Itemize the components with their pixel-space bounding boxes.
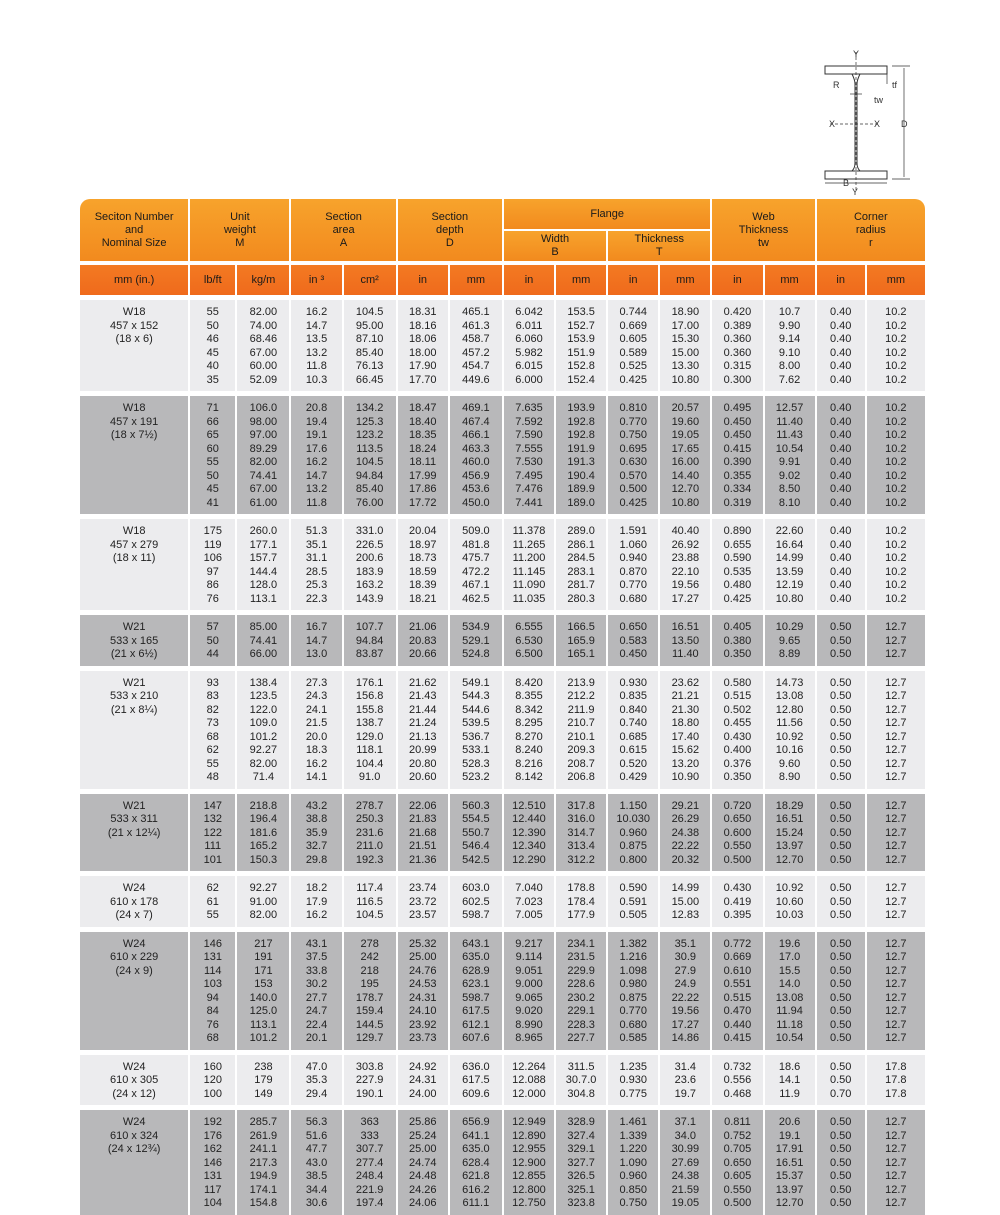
value-cell: 0.50 0.50 0.50 — [817, 871, 865, 927]
value-cell: 21.62 21.43 21.44 21.24 21.13 20.99 20.80 20.60 — [398, 666, 448, 789]
value-cell: 16.2 14.7 13.5 13.2 11.8 10.3 — [291, 295, 341, 391]
value-cell: 27.3 24.3 24.1 21.5 20.0 18.3 16.2 14.1 — [291, 666, 341, 789]
value-cell: 20.8 19.4 19.1 17.6 16.2 14.7 13.2 11.8 — [291, 391, 341, 514]
value-cell: 10.2 10.2 10.2 10.2 10.2 10.2 10.2 10.2 — [867, 391, 925, 514]
value-cell: 260.0 177.1 157.7 144.4 128.0 113.1 — [237, 514, 289, 610]
value-cell: 18.2 17.9 16.2 — [291, 871, 341, 927]
diagram-label-x-left: X — [829, 119, 836, 129]
value-cell: 43.1 37.5 33.8 30.2 27.7 24.7 22.4 20.1 — [291, 927, 341, 1050]
value-cell: 363 333 307.7 277.4 248.4 221.9 197.4 — [344, 1105, 396, 1215]
value-cell: 317.8 316.0 314.7 313.4 312.2 — [556, 789, 606, 872]
section-designation-cell: W24 610 x 229 (24 x 9) — [80, 927, 188, 1050]
value-cell: 47.0 35.3 29.4 — [291, 1050, 341, 1106]
value-cell: 40.40 26.92 23.88 22.10 19.56 17.27 — [660, 514, 710, 610]
section-designation-cell: W24 610 x 178 (24 x 7) — [80, 871, 188, 927]
value-cell: 0.40 0.40 0.40 0.40 0.40 0.40 0.40 0.40 — [817, 391, 865, 514]
value-cell: 16.51 13.50 11.40 — [660, 610, 710, 666]
value-cell: 656.9 641.1 635.0 628.4 621.8 616.2 611.1 — [450, 1105, 502, 1215]
value-cell: 0.50 0.50 0.50 — [817, 610, 865, 666]
value-cell: 311.5 30.7.0 304.8 — [556, 1050, 606, 1106]
value-cell: 104.5 95.00 87.10 85.40 76.13 66.45 — [344, 295, 396, 391]
value-cell: 0.50 0.50 0.70 — [817, 1050, 865, 1106]
unit-header-cell: mm — [450, 261, 502, 295]
value-cell: 25.86 25.24 25.00 24.74 24.48 24.26 24.06 — [398, 1105, 448, 1215]
diagram-label-tf: tf — [892, 80, 898, 90]
value-cell: 12.7 12.7 12.7 12.7 12.7 12.7 12.7 — [867, 1105, 925, 1215]
unit-header-cell: in — [817, 261, 865, 295]
header-flange: Flange — [504, 199, 710, 229]
value-cell: 175 119 106 97 86 76 — [190, 514, 235, 610]
value-cell: 331.0 226.5 200.6 183.9 163.2 143.9 — [344, 514, 396, 610]
section-designation-cell: W18 457 x 191 (18 x 7½) — [80, 391, 188, 514]
value-cell: 134.2 125.3 123.2 113.5 104.5 94.84 85.40 76.00 — [344, 391, 396, 514]
value-cell: 18.6 14.1 11.9 — [765, 1050, 815, 1106]
value-cell: 12.7 12.7 12.7 — [867, 610, 925, 666]
value-cell: 0.810 0.770 0.750 0.695 0.630 0.570 0.500 0.425 — [608, 391, 658, 514]
value-cell: 18.31 18.16 18.06 18.00 17.90 17.70 — [398, 295, 448, 391]
header-corner-radius: Corner radius r — [817, 199, 925, 261]
unit-header-cell: in — [398, 261, 448, 295]
value-cell: 55 50 46 45 40 35 — [190, 295, 235, 391]
value-cell: 0.890 0.655 0.590 0.535 0.480 0.425 — [712, 514, 762, 610]
value-cell: 23.74 23.72 23.57 — [398, 871, 448, 927]
unit-header-cell: mm — [765, 261, 815, 295]
value-cell: 303.8 227.9 190.1 — [344, 1050, 396, 1106]
value-cell: 117.4 116.5 104.5 — [344, 871, 396, 927]
section-designation-cell: W21 533 x 165 (21 x 6½) — [80, 610, 188, 666]
value-cell: 147 132 122 111 101 — [190, 789, 235, 872]
value-cell: 31.4 23.6 19.7 — [660, 1050, 710, 1106]
value-cell: 178.8 178.4 177.9 — [556, 871, 606, 927]
diagram-label-y-top: Y — [853, 49, 860, 59]
diagram-label-r: R — [833, 80, 840, 90]
unit-header-cell: mm — [660, 261, 710, 295]
i-beam-cross-section-diagram — [800, 40, 960, 200]
unit-header-cell: in — [608, 261, 658, 295]
section-properties-table-wrap — [78, 199, 927, 1215]
value-cell: 1.591 1.060 0.940 0.870 0.770 0.680 — [608, 514, 658, 610]
value-cell: 0.420 0.389 0.360 0.360 0.315 0.300 — [712, 295, 762, 391]
value-cell: 14.99 15.00 12.83 — [660, 871, 710, 927]
value-cell: 11.378 11.265 11.200 11.145 11.090 11.035 — [504, 514, 554, 610]
value-cell: 0.50 0.50 0.50 0.50 0.50 0.50 0.50 0.50 — [817, 927, 865, 1050]
value-cell: 234.1 231.5 229.9 228.6 230.2 229.1 228.3 227.7 — [556, 927, 606, 1050]
unit-header-cell: in — [504, 261, 554, 295]
unit-header-cell: in ³ — [291, 261, 341, 295]
section-group-row — [80, 514, 925, 610]
value-cell: 0.772 0.669 0.610 0.551 0.515 0.470 0.440 0.415 — [712, 927, 762, 1050]
value-cell: 20.04 18.97 18.73 18.59 18.39 18.21 — [398, 514, 448, 610]
value-cell: 534.9 529.1 524.8 — [450, 610, 502, 666]
value-cell: 8.420 8.355 8.342 8.295 8.270 8.240 8.216 8.142 — [504, 666, 554, 789]
value-cell: 0.430 0.419 0.395 — [712, 871, 762, 927]
value-cell: 285.7 261.9 241.1 217.3 194.9 174.1 154.8 — [237, 1105, 289, 1215]
value-cell: 29.21 26.29 24.38 22.22 20.32 — [660, 789, 710, 872]
value-cell: 71 66 65 60 55 50 45 41 — [190, 391, 235, 514]
value-cell: 328.9 327.4 329.1 327.7 326.5 325.1 323.8 — [556, 1105, 606, 1215]
section-designation-cell: W21 533 x 311 (21 x 12¼) — [80, 789, 188, 872]
value-cell: 469.1 467.4 466.1 463.3 460.0 456.9 453.6 450.0 — [450, 391, 502, 514]
value-cell: 193.9 192.8 192.8 191.9 191.3 190.4 189.9 189.0 — [556, 391, 606, 514]
value-cell: 19.6 17.0 15.5 14.0 13.08 11.94 11.18 10.54 — [765, 927, 815, 1050]
value-cell: 12.949 12.890 12.955 12.900 12.855 12.800 12.750 — [504, 1105, 554, 1215]
value-cell: 24.92 24.31 24.00 — [398, 1050, 448, 1106]
value-cell: 0.405 0.380 0.350 — [712, 610, 762, 666]
diagram-label-y-bottom: Y — [852, 187, 859, 197]
value-cell: 51.3 35.1 31.1 28.5 25.3 22.3 — [291, 514, 341, 610]
value-cell: 1.382 1.216 1.098 0.980 0.875 0.770 0.680 0.585 — [608, 927, 658, 1050]
value-cell: 35.1 30.9 27.9 24.9 22.22 19.56 17.27 14.86 — [660, 927, 710, 1050]
value-cell: 146 131 114 103 94 84 76 68 — [190, 927, 235, 1050]
value-cell: 0.732 0.556 0.468 — [712, 1050, 762, 1106]
value-cell: 138.4 123.5 122.0 109.0 101.2 92.27 82.00 71.4 — [237, 666, 289, 789]
value-cell: 20.57 19.60 19.05 17.65 16.00 14.40 12.70 10.80 — [660, 391, 710, 514]
section-group-row — [80, 871, 925, 927]
section-designation-cell: W24 610 x 305 (24 x 12) — [80, 1050, 188, 1106]
value-cell: 213.9 212.2 211.9 210.7 210.1 209.3 208.7 206.8 — [556, 666, 606, 789]
header-flange-width: Width B — [504, 229, 606, 261]
value-cell: 106.0 98.00 97.00 89.29 82.00 74.41 67.00 61.00 — [237, 391, 289, 514]
value-cell: 12.7 12.7 12.7 12.7 12.7 — [867, 789, 925, 872]
section-designation-cell: W21 533 x 210 (21 x 8¼) — [80, 666, 188, 789]
unit-header-cell: in — [712, 261, 762, 295]
value-cell: 7.635 7.592 7.590 7.555 7.530 7.495 7.476 7.441 — [504, 391, 554, 514]
header-section-area: Section area A — [291, 199, 395, 261]
section-designation-cell: W18 457 x 152 (18 x 6) — [80, 295, 188, 391]
value-cell: 107.7 94.84 83.87 — [344, 610, 396, 666]
value-cell: 0.50 0.50 0.50 0.50 0.50 0.50 0.50 0.50 — [817, 666, 865, 789]
value-cell: 549.1 544.3 544.6 539.5 536.7 533.1 528.3 523.2 — [450, 666, 502, 789]
diagram-label-x-right: X — [874, 119, 881, 129]
section-group-row — [80, 666, 925, 789]
value-cell: 0.590 0.591 0.505 — [608, 871, 658, 927]
section-properties-table — [78, 199, 927, 1215]
value-cell: 465.1 461.3 458.7 457.2 454.7 449.6 — [450, 295, 502, 391]
value-cell: 176.1 156.8 155.8 138.7 129.0 118.1 104.4 91.0 — [344, 666, 396, 789]
value-cell: 6.042 6.011 6.060 5.982 6.015 6.000 — [504, 295, 554, 391]
value-cell: 278 242 218 195 178.7 159.4 144.5 129.7 — [344, 927, 396, 1050]
header-section-depth: Section depth D — [398, 199, 502, 261]
value-cell: 20.6 19.1 17.91 16.51 15.37 13.97 12.70 — [765, 1105, 815, 1215]
value-cell: 166.5 165.9 165.1 — [556, 610, 606, 666]
value-cell: 153.5 152.7 153.9 151.9 152.8 152.4 — [556, 295, 606, 391]
value-cell: 192 176 162 146 131 117 104 — [190, 1105, 235, 1215]
value-cell: 278.7 250.3 231.6 211.0 192.3 — [344, 789, 396, 872]
section-group-row — [80, 391, 925, 514]
value-cell: 12.510 12.440 12.390 12.340 12.290 — [504, 789, 554, 872]
value-cell: 0.50 0.50 0.50 0.50 0.50 — [817, 789, 865, 872]
unit-header-cell: cm² — [344, 261, 396, 295]
value-cell: 43.2 38.8 35.9 32.7 29.8 — [291, 789, 341, 872]
value-cell: 636.0 617.5 609.6 — [450, 1050, 502, 1106]
header-flange-thickness: Thickness T — [608, 229, 710, 261]
value-cell: 93 83 82 73 68 62 55 48 — [190, 666, 235, 789]
section-group-row — [80, 927, 925, 1050]
section-group-row — [80, 1050, 925, 1106]
diagram-label-d: D — [901, 119, 908, 129]
value-cell: 0.580 0.515 0.502 0.455 0.430 0.400 0.376 0.350 — [712, 666, 762, 789]
value-cell: 18.90 17.00 15.30 15.00 13.30 10.80 — [660, 295, 710, 391]
value-cell: 0.40 0.40 0.40 0.40 0.40 0.40 — [817, 514, 865, 610]
header-section: Seciton Number and Nominal Size — [80, 199, 188, 261]
value-cell: 18.29 16.51 15.24 13.97 12.70 — [765, 789, 815, 872]
value-cell: 0.50 0.50 0.50 0.50 0.50 0.50 0.50 — [817, 1105, 865, 1215]
section-group-row — [80, 1105, 925, 1215]
value-cell: 85.00 74.41 66.00 — [237, 610, 289, 666]
value-cell: 1.461 1.339 1.220 1.090 0.960 0.850 0.750 — [608, 1105, 658, 1215]
value-cell: 12.264 12.088 12.000 — [504, 1050, 554, 1106]
diagram-label-tw: tw — [874, 95, 883, 105]
value-cell: 23.62 21.21 21.30 18.80 17.40 15.62 13.20 10.90 — [660, 666, 710, 789]
value-cell: 0.744 0.669 0.605 0.589 0.525 0.425 — [608, 295, 658, 391]
section-group-row — [80, 295, 925, 391]
unit-header-cell: mm — [556, 261, 606, 295]
value-cell: 0.650 0.583 0.450 — [608, 610, 658, 666]
section-designation-cell: W24 610 x 324 (24 x 12¾) — [80, 1105, 188, 1215]
value-cell: 1.235 0.930 0.775 — [608, 1050, 658, 1106]
value-cell: 82.00 74.00 68.46 67.00 60.00 52.09 — [237, 295, 289, 391]
value-cell: 16.7 14.7 13.0 — [291, 610, 341, 666]
header-unit-weight: Unit weight M — [190, 199, 289, 261]
value-cell: 238 179 149 — [237, 1050, 289, 1106]
value-cell: 217 191 171 153 140.0 125.0 113.1 101.2 — [237, 927, 289, 1050]
value-cell: 10.7 9.90 9.14 9.10 8.00 7.62 — [765, 295, 815, 391]
value-cell: 62 61 55 — [190, 871, 235, 927]
i-beam-shape — [825, 52, 910, 192]
unit-header-cell: mm (in.) — [80, 261, 188, 295]
section-group-row — [80, 610, 925, 666]
value-cell: 0.40 0.40 0.40 0.40 0.40 0.40 — [817, 295, 865, 391]
value-cell: 17.8 17.8 17.8 — [867, 1050, 925, 1106]
value-cell: 10.29 9.65 8.89 — [765, 610, 815, 666]
value-cell: 0.930 0.835 0.840 0.740 0.685 0.615 0.520 0.429 — [608, 666, 658, 789]
value-cell: 12.7 12.7 12.7 12.7 12.7 12.7 12.7 12.7 — [867, 666, 925, 789]
value-cell: 160 120 100 — [190, 1050, 235, 1106]
value-cell: 92.27 91.00 82.00 — [237, 871, 289, 927]
value-cell: 25.32 25.00 24.76 24.53 24.31 24.10 23.92 23.73 — [398, 927, 448, 1050]
value-cell: 560.3 554.5 550.7 546.4 542.5 — [450, 789, 502, 872]
value-cell: 10.2 10.2 10.2 10.2 10.2 10.2 — [867, 514, 925, 610]
value-cell: 21.06 20.83 20.66 — [398, 610, 448, 666]
unit-header-cell: kg/m — [237, 261, 289, 295]
value-cell: 6.555 6.530 6.500 — [504, 610, 554, 666]
value-cell: 22.06 21.83 21.68 21.51 21.36 — [398, 789, 448, 872]
header-web-thickness: Web Thickness tw — [712, 199, 814, 261]
value-cell: 289.0 286.1 284.5 283.1 281.7 280.3 — [556, 514, 606, 610]
value-cell: 1.150 10.030 0.960 0.875 0.800 — [608, 789, 658, 872]
value-cell: 10.92 10.60 10.03 — [765, 871, 815, 927]
unit-header-cell: lb/ft — [190, 261, 235, 295]
unit-header-cell: mm — [867, 261, 925, 295]
value-cell: 0.720 0.650 0.600 0.550 0.500 — [712, 789, 762, 872]
value-cell: 12.57 11.40 11.43 10.54 9.91 9.02 8.50 8.10 — [765, 391, 815, 514]
value-cell: 0.495 0.450 0.450 0.415 0.390 0.355 0.334 0.319 — [712, 391, 762, 514]
value-cell: 218.8 196.4 181.6 165.2 150.3 — [237, 789, 289, 872]
value-cell: 643.1 635.0 628.9 623.1 598.7 617.5 612.1 607.6 — [450, 927, 502, 1050]
value-cell: 22.60 16.64 14.99 13.59 12.19 10.80 — [765, 514, 815, 610]
section-group-row — [80, 789, 925, 872]
value-cell: 7.040 7.023 7.005 — [504, 871, 554, 927]
value-cell: 14.73 13.08 12.80 11.56 10.92 10.16 9.60 8.90 — [765, 666, 815, 789]
section-designation-cell: W18 457 x 279 (18 x 11) — [80, 514, 188, 610]
value-cell: 12.7 12.7 12.7 12.7 12.7 12.7 12.7 12.7 — [867, 927, 925, 1050]
value-cell: 0.811 0.752 0.705 0.650 0.605 0.550 0.500 — [712, 1105, 762, 1215]
diagram-label-b: B — [843, 178, 850, 188]
value-cell: 12.7 12.7 12.7 — [867, 871, 925, 927]
value-cell: 603.0 602.5 598.7 — [450, 871, 502, 927]
value-cell: 9.217 9.114 9.051 9.000 9.065 9.020 8.990 8.965 — [504, 927, 554, 1050]
value-cell: 57 50 44 — [190, 610, 235, 666]
value-cell: 10.2 10.2 10.2 10.2 10.2 10.2 — [867, 295, 925, 391]
value-cell: 18.47 18.40 18.35 18.24 18.11 17.99 17.86 17.72 — [398, 391, 448, 514]
value-cell: 509.0 481.8 475.7 472.2 467.1 462.5 — [450, 514, 502, 610]
value-cell: 37.1 34.0 30.99 27.69 24.38 21.59 19.05 — [660, 1105, 710, 1215]
value-cell: 56.3 51.6 47.7 43.0 38.5 34.4 30.6 — [291, 1105, 341, 1215]
